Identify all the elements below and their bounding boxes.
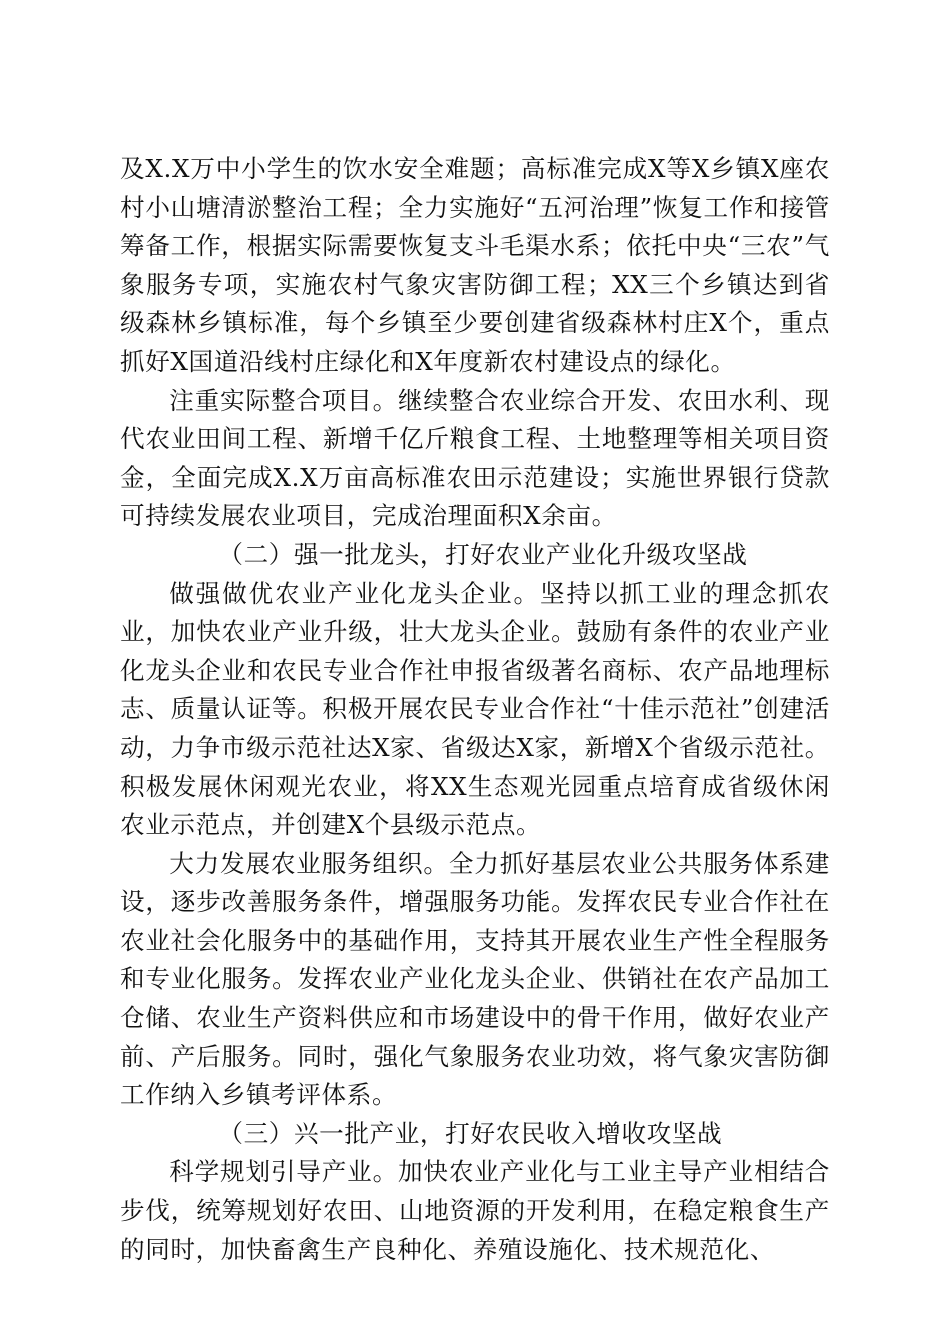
paragraph-leading-enterprises: 做强做优农业产业化龙头企业。坚持以抓工业的理念抓农业，加快农业产业升级，壮大龙头企业。鼓励有条件的农业产业化龙头企业和农民专业合作社申报省级著名商标、农产品地理标志、质量认证等。积极开展农民专业合作社“十佳示范社”创建活动，力争市级示范社达X家、省级达X家，新增X个省级示范社。积极发展休闲观光农业，将XX生态观光园重点培育成省级休闲农业示范点，并创建X个县级示范点。 <box>120 578 830 840</box>
paragraph-water-safety: 及X.X万中小学生的饮水安全难题；高标准完成X等X乡镇X座农村小山塘清淤整治工程；全力实施好“五河治理”恢复工作和接管筹备工作，根据实际需要恢复支斗毛渠水系；依托中央“三农”气象服务专项，实施农村气象灾害防御工程；XX三个乡镇达到省级森林乡镇标准，每个乡镇至少要创建省级森林村庄X个，重点抓好X国道沿线村庄绿化和X年度新农村建设点的绿化。 <box>120 154 830 376</box>
paragraph-industry-planning: 科学规划引导产业。加快农业产业化与工业主导产业相结合步伐，统筹规划好农田、山地资源的开发利用，在稳定粮食生产的同时，加快畜禽生产良种化、养殖设施化、技术规范化、 <box>120 1157 830 1264</box>
section-heading-2: （二）强一批龙头，打好农业产业化升级攻坚战 <box>218 539 748 569</box>
paragraph-project-integration: 注重实际整合项目。继续整合农业综合开发、农田水利、现代农业田间工程、新增千亿斤粮食工程、土地整理等相关项目资金，全面完成X.X万亩高标准农田示范建设；实施世界银行贷款可持续发展农业项目，完成治理面积X余亩。 <box>120 385 830 531</box>
document-page <box>120 150 830 1269</box>
section-heading-3: （三）兴一批产业，打好农民收入增收攻坚战 <box>218 1118 723 1148</box>
paragraph-service-organizations: 大力发展农业服务组织。全力抓好基层农业公共服务体系建设，逐步改善服务条件，增强服务功能。发挥农民专业合作社在农业社会化服务中的基础作用，支持其开展农业生产性全程服务和专业化服务。发挥农业产业化龙头企业、供销社在农产品加工仓储、农业生产资料供应和市场建设中的骨干作用，做好农业产前、产后服务。同时，强化气象服务农业功效，将气象灾害防御工作纳入乡镇考评体系。 <box>120 848 830 1110</box>
